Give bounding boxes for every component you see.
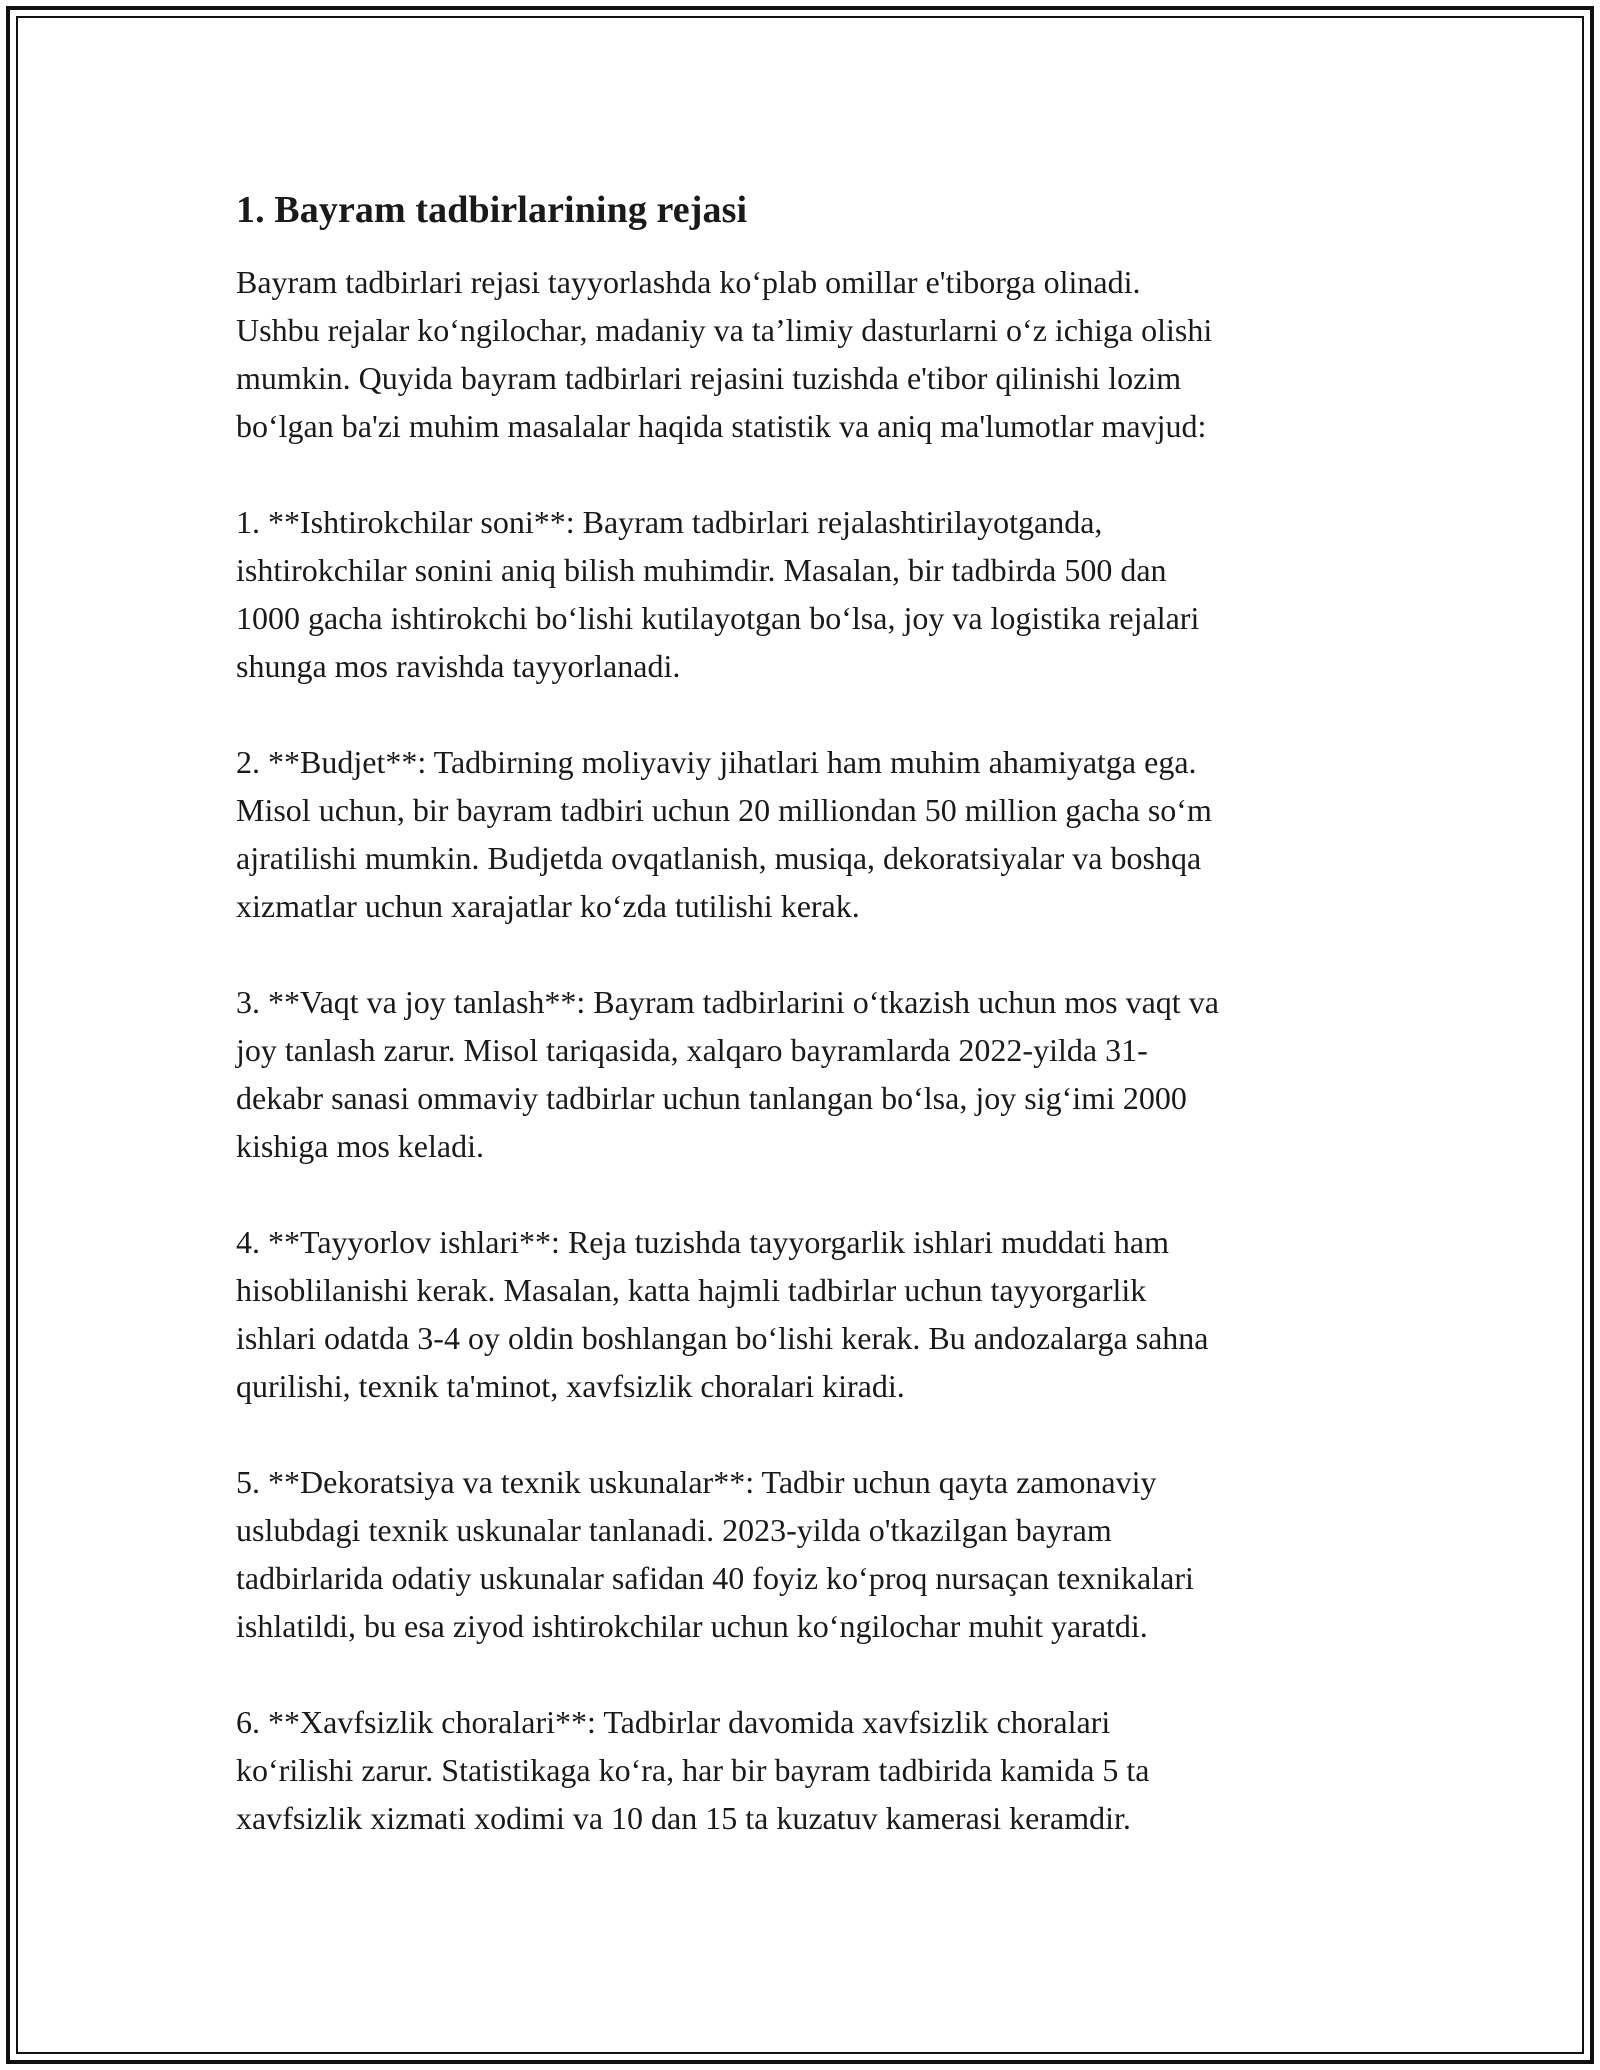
text-line: xavfsizlik xizmati xodimi va 10 dan 15 ta kuzatuv kamerasi keramdir. [236,1800,1131,1836]
text-line: Bayram tadbirlari rejasi tayyorlashda ko‘plab omillar e'tiborga olinadi. [236,264,1141,300]
text-line: kishiga mos keladi. [236,1128,484,1164]
paragraph-gap [236,1650,1376,1698]
document-body [236,186,1376,1842]
text-line: tadbirlarida odatiy uskunalar safidan 40 foyiz ko‘proq nursaçan texnikalari [236,1560,1194,1596]
text-line: xizmatlar uchun xarajatlar ko‘zda tutilishi kerak. [236,888,860,924]
text-line: 1. **Ishtirokchilar soni**: Bayram tadbirlari rejalashtirilayotganda, [236,504,1103,540]
text-line: uslubdagi texnik uskunalar tanlanadi. 2023-yilda o'tkazilgan bayram [236,1512,1112,1548]
text-line: 5. **Dekoratsiya va texnik uskunalar**: Tadbir uchun qayta zamonaviy [236,1464,1157,1500]
text-line: ishlatildi, bu esa ziyod ishtirokchilar uchun ko‘ngilochar muhit yaratdi. [236,1608,1148,1644]
paragraph-gap [236,930,1376,978]
list-item-decoration [236,1458,1376,1650]
list-item-security [236,1698,1376,1842]
text-line: hisoblilanishi kerak. Masalan, katta hajmli tadbirlar uchun tayyorgarlik [236,1272,1147,1308]
paragraph-gap [236,1170,1376,1218]
text-line: joy tanlash zarur. Misol tariqasida, xalqaro bayramlarda 2022-yilda 31- [236,1032,1148,1068]
text-line: ko‘rilishi zarur. Statistikaga ko‘ra, har bir bayram tadbirida kamida 5 ta [236,1752,1150,1788]
list-item-time-place [236,978,1376,1170]
text-line: 2. **Budjet**: Tadbirning moliyaviy jihatlari ham muhim ahamiyatga ega. [236,744,1197,780]
text-line: 6. **Xavfsizlik choralari**: Tadbirlar davomida xavfsizlik choralari [236,1704,1111,1740]
list-item-budget [236,738,1376,930]
text-line: 3. **Vaqt va joy tanlash**: Bayram tadbirlarini o‘tkazish uchun mos vaqt va [236,984,1219,1020]
text-line: ishtirokchilar sonini aniq bilish muhimdir. Masalan, bir tadbirda 500 dan [236,552,1167,588]
list-item-participants [236,498,1376,690]
text-line: qurilishi, texnik ta'minot, xavfsizlik choralari kiradi. [236,1368,905,1404]
paragraph-gap [236,1410,1376,1458]
text-line: 1000 gacha ishtirokchi bo‘lishi kutilayotgan bo‘lsa, joy va logistika rejalari [236,600,1200,636]
text-line: dekabr sanasi ommaviy tadbirlar uchun tanlangan bo‘lsa, joy sig‘imi 2000 [236,1080,1187,1116]
text-line: ishlari odatda 3-4 oy oldin boshlangan bo‘lishi kerak. Bu andozalarga sahna [236,1320,1209,1356]
text-line: bo‘lgan ba'zi muhim masalalar haqida statistik va aniq ma'lumotlar mavjud: [236,408,1207,444]
document-title: 1. Bayram tadbirlarining rejasi [236,189,748,231]
paragraph-gap [236,690,1376,738]
list-item-preparation [236,1218,1376,1410]
text-line: Ushbu rejalar ko‘ngilochar, madaniy va ta’limiy dasturlarni o‘z ichiga olishi [236,312,1213,348]
text-line: mumkin. Quyida bayram tadbirlari rejasini tuzishda e'tibor qilinishi lozim [236,360,1182,396]
intro-paragraph [236,258,1376,450]
text-line: shunga mos ravishda tayyorlanadi. [236,648,681,684]
text-line: ajratilishi mumkin. Budjetda ovqatlanish, musiqa, dekoratsiyalar va boshqa [236,840,1202,876]
paragraph-gap [236,450,1376,498]
text-line: Misol uchun, bir bayram tadbiri uchun 20 milliondan 50 million gacha so‘m [236,792,1212,828]
text-line: 4. **Tayyorlov ishlari**: Reja tuzishda tayyorgarlik ishlari muddati ham [236,1224,1169,1260]
